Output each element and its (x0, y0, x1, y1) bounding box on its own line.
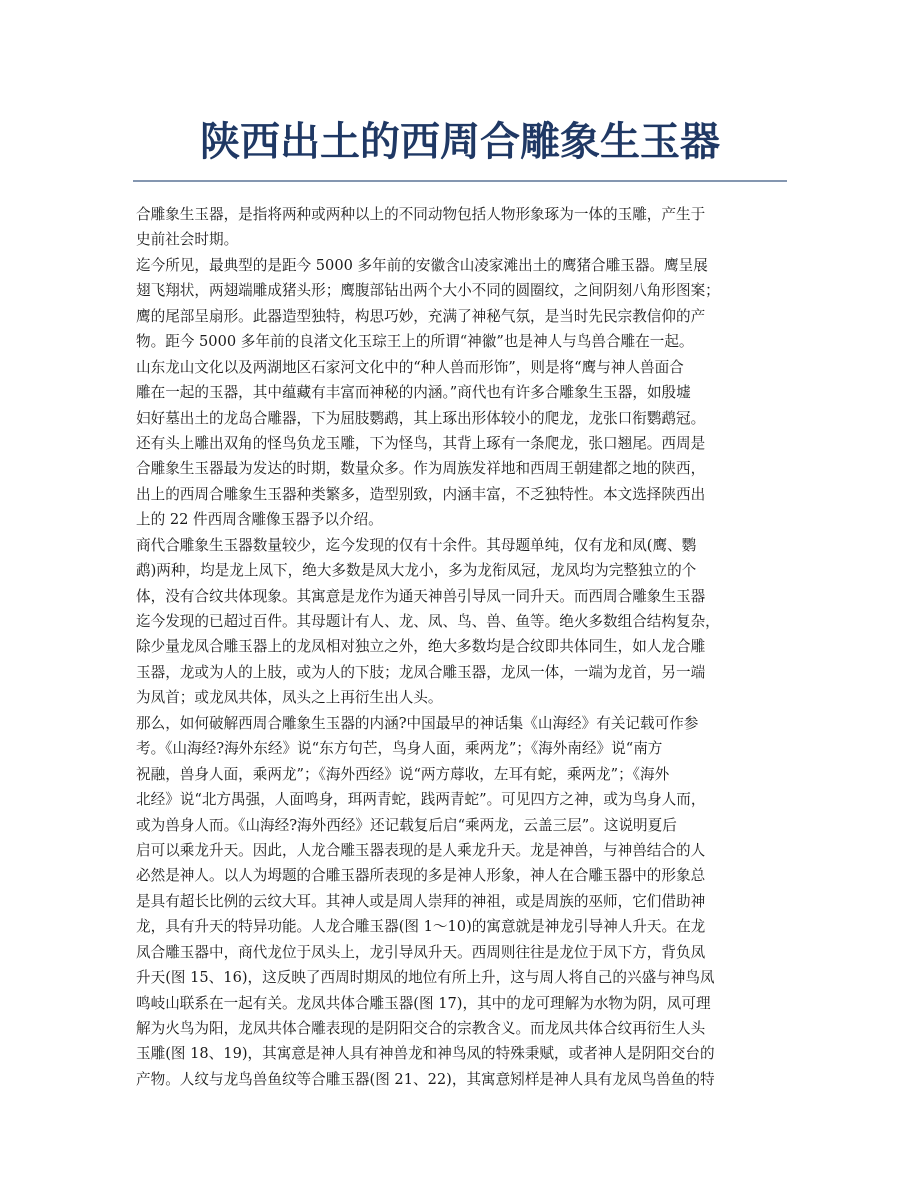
text-line: 凤合雕玉器中，商代龙位于凤头上，龙引导凤升天。西周则往往是龙位于凤下方，背负凤 (136, 943, 706, 961)
text-line: 玉雕(图 18、19)，其寓意是神人具有神兽龙和神鸟凤的特殊秉赋，或者神人是阴阳交台的 (136, 1045, 715, 1063)
text-line: 龙，具有升天的特异功能。人龙合雕玉器(图 1～10)的寓意就是神龙引导神人升天。在龙 (136, 918, 706, 936)
text-line: 史前社会时期。 (136, 231, 239, 249)
text-line: 或为兽身人而。《山海经?海外西经》还记载复后启“乘两龙，云盖三层”。这说明夏后 (136, 816, 677, 834)
text-line: 翅飞翔状，两翅端雕成猪头形；鹰腹部钻出两个大小不同的圆圈纹，之间阴刻八角形图案； (136, 282, 720, 300)
text-line: 玉器，龙或为人的上肢，或为人的下肢；龙凤合雕玉器，龙凤一体，一端为龙首，另一端 (136, 663, 706, 681)
text-line: 鹉)两种，均是龙上凤下，绝大多数是凤大龙小，多为龙衔凤冠，龙凤均为完整独立的个 (136, 562, 697, 580)
text-line: 北经》说“北方禺强，人面鸣身，珥两青蛇，践两青蛇”。可见四方之神，或为鸟身人而， (136, 791, 706, 809)
text-line: 合雕象生玉器最为发达的时期，数量众多。作为周族发祥地和西周王朝建都之地的陕西， (136, 460, 706, 478)
paragraph-intro (136, 202, 788, 253)
text-line: 上的 22 件西周含雕像玉器予以介绍。 (136, 511, 383, 529)
text-line: 启可以乘龙升天。因此，人龙合雕玉器表现的是人乘龙升天。龙是神兽，与神兽结合的人 (136, 841, 706, 859)
text-line: 升天(图 15、16)，这反映了西周时期凤的地位有所上升，这与周人将自己的兴盛与神鸟凤 (136, 969, 715, 987)
text-line: 物。距今 5000 多年前的良渚文化玉琮王上的所谓“神徽”也是神人与鸟兽合雕在一起。 (136, 333, 694, 351)
text-line: 还有头上雕出双角的怪鸟负龙玉雕，下为怪鸟，其背上琢有一条爬龙，张口翘尾。西周是 (136, 434, 706, 452)
text-line: 合雕象生玉器，是指将两种或两种以上的不同动物包括人物形象琢为一体的玉雕，产生于 (136, 206, 706, 223)
text-line: 商代合雕象生玉器数量较少，迄今发现的仅有十余件。其母题单纯，仅有龙和凤(鹰、鹦 (136, 536, 697, 554)
text-line: 解为火鸟为阳，龙凤共体合雕表现的是阴阳交合的宗教含义。而龙凤共体合纹再衍生人头 (136, 1020, 706, 1037)
text-line: 妇好墓出土的龙岛合雕器，下为屈肢鹦鹉，其上琢出形体较小的爬龙，龙张口衔鹦鹉冠。 (136, 409, 706, 427)
text-line: 为凤首；或龙凤共体，凤头之上再衍生出人头。 (136, 689, 443, 707)
text-line: 必然是神人。以人为坶题的合雕玉器所表现的多是神人形象，神人在合雕玉器中的形象总 (136, 867, 706, 885)
text-line: 山东龙山文化以及两湖地区石家河文化中的“种人兽而形饰”，则是将“鹰与神人兽面合 (136, 358, 684, 376)
text-line: 迄今发现的已超过百件。其母题计有人、龙、凤、鸟、兽、鱼等。绝火多数组合结构复杂， (136, 613, 720, 630)
text-line: 产物。人纹与龙鸟兽鱼纹等合雕玉器(图 21、22)，其寓意矧样是神人具有龙凤鸟兽鱼的特 (136, 1070, 715, 1088)
text-line: 考。《山海经?海外东经》说“东方句芒，鸟身人面，乘两龙”；《海外南经》说“南方 (136, 740, 663, 758)
text-line: 除少量龙凤合雕玉器上的龙凤相对独立之外，绝大多数均是合纹即共体同生，如人龙合雕 (136, 638, 706, 656)
title-divider (133, 180, 787, 182)
text-line: 体，没有合纹共体现象。其寓意是龙作为通天神兽引导凤一同升天。而西周合雕象生玉器 (136, 587, 706, 605)
text-line: 是具有超长比例的云纹大耳。其神人或是周人崇拜的神祖，或是周族的巫师，它们借助神 (136, 892, 706, 910)
text-line: 那么，如何破解西周合雕象生玉器的内涵?中国最早的神话集《山海经》有关记载可作参 (136, 714, 699, 732)
text-line: 雕在一起的玉器，其中蕴藏有丰富而神秘的内涵。”商代也有许多合雕象生玉器，如殷墟 (136, 384, 691, 402)
paragraph-examples (136, 253, 788, 533)
paragraph-shang-vs-zhou (136, 533, 788, 711)
text-line: 出上的西周合雕象生玉器种类繁多，造型别致，内涵丰富，不乏独特性。本文选择陕西出 (136, 485, 706, 503)
text-line: 鹰的尾部呈扇形。此器造型独特，构思巧妙，充满了神秘气氛，是当时先民宗教信仰的产 (136, 307, 706, 325)
text-line: 鸣岐山联系在一起有关。龙凤共体合雕玉器(图 17)，其中的龙可理解为水物为阴，凤可理 (136, 994, 711, 1012)
article-body (136, 202, 788, 1092)
document-title: 陕西出土的西周合雕象生玉器 (200, 119, 720, 165)
paragraph-interpretation (136, 711, 788, 1093)
text-line: 迄今所见，最典型的是距今 5000 多年前的安徽含山凌家滩出土的鹰猪合雕玉器。鹰呈展 (136, 256, 708, 274)
text-line: 祝融，兽身人面，乘两龙”；《海外西经》说“两方蓐收，左耳有蛇，乘两龙”；《海外 (136, 765, 670, 783)
